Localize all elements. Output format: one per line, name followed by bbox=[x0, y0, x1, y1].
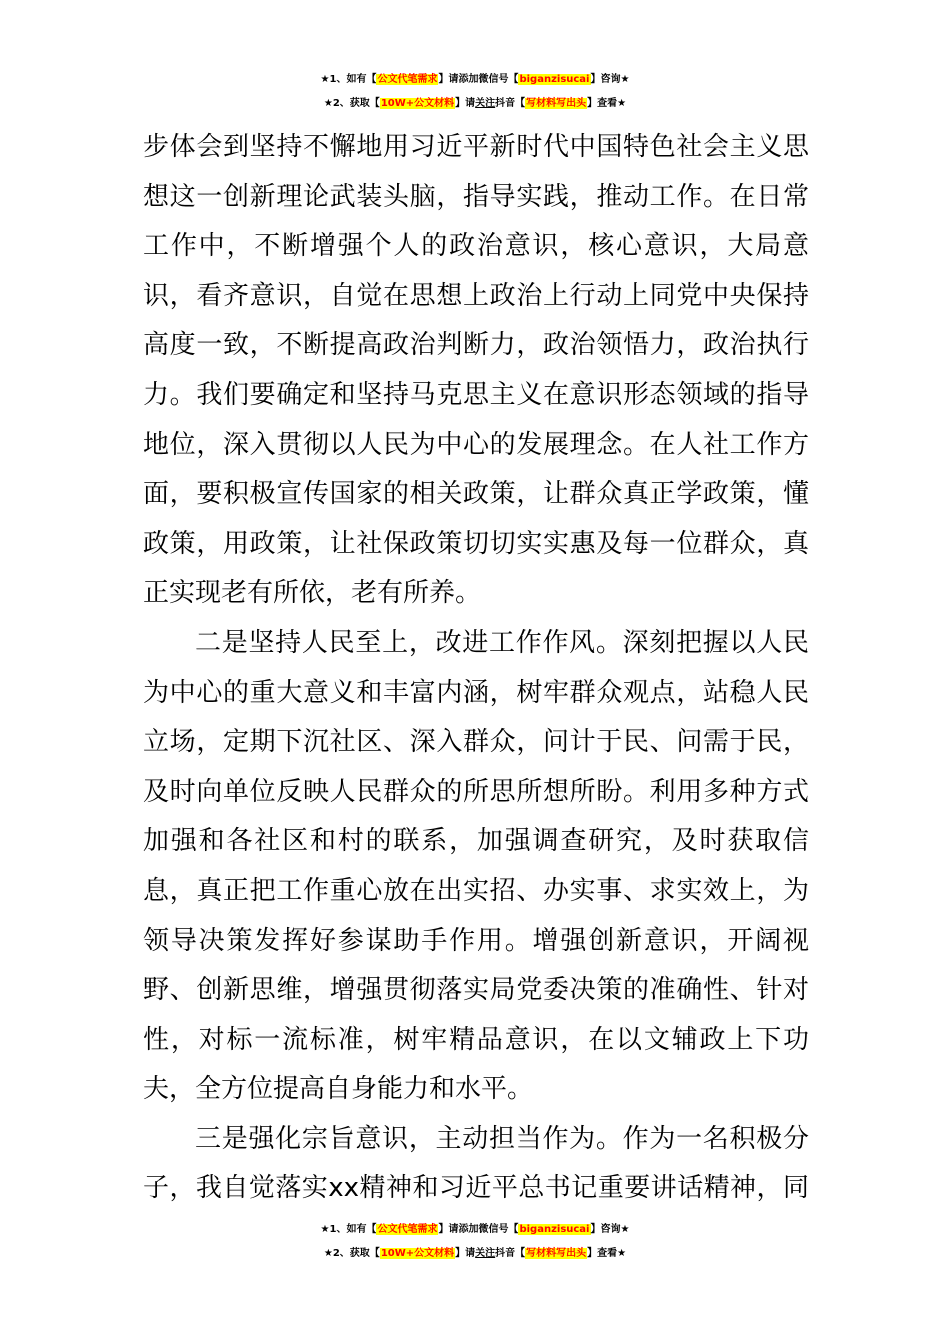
highlight-materials: 10W+公文材料 bbox=[380, 98, 455, 109]
text-line: 步体会到坚持不懈地用习近平新时代中国特色社会主义思 bbox=[143, 132, 809, 162]
banner-text: 抖音【 bbox=[495, 98, 526, 109]
text-line: 野、创新思维，增强贯彻落实局党委决策的准确性、针对 bbox=[143, 975, 809, 1006]
star-icon: ★ bbox=[320, 1224, 330, 1235]
banner-line-2 bbox=[0, 1242, 950, 1266]
highlight-wechat-id: biganzisucai bbox=[519, 1224, 590, 1235]
banner-emphasis: 关注 bbox=[475, 1248, 496, 1259]
highlight-service: 公文代笔需求 bbox=[377, 1224, 438, 1235]
highlight-materials: 10W+公文材料 bbox=[380, 1248, 455, 1259]
text-line: 政策，用政策，让社保政策切切实实惠及每一位群众，真 bbox=[143, 528, 809, 559]
star-icon: ★ bbox=[620, 74, 630, 85]
banner-line-1 bbox=[0, 1218, 950, 1242]
text-line: 识，看齐意识，自觉在思想上政治上行动上同党中央保持 bbox=[143, 280, 809, 311]
text-line: 想这一创新理论武装头脑，指导实践，推动工作。在日常 bbox=[143, 181, 809, 212]
text-line: 性，对标一流标准，树牢精品意识，在以文辅政上下功 bbox=[143, 1024, 809, 1055]
banner-text: 】咨询 bbox=[590, 74, 621, 85]
star-icon: ★ bbox=[617, 1248, 627, 1259]
paragraph-3 bbox=[143, 1115, 809, 1214]
banner-text: 】查看 bbox=[587, 98, 618, 109]
header-banner bbox=[0, 68, 950, 116]
text-line: 力。我们要确定和坚持马克思主义在意识形态领域的指导 bbox=[143, 379, 809, 410]
banner-text: 】请 bbox=[455, 1248, 476, 1259]
banner-text: 】请添加微信号【 bbox=[438, 1224, 519, 1235]
text-line: 息，真正把工作重心放在出实招、办实事、求实效上，为 bbox=[143, 875, 809, 906]
banner-text: 1、如有【 bbox=[329, 74, 377, 85]
banner-text: 抖音【 bbox=[495, 1248, 526, 1259]
text-line: 夫，全方位提高自身能力和水平。 bbox=[143, 1074, 534, 1105]
document-body bbox=[143, 123, 809, 1214]
star-icon: ★ bbox=[323, 1248, 333, 1259]
star-icon: ★ bbox=[620, 1224, 630, 1235]
banner-text: 】咨询 bbox=[590, 1224, 621, 1235]
highlight-wechat-id: biganzisucai bbox=[519, 74, 590, 85]
highlight-douyin: 写材料写出头 bbox=[526, 1248, 587, 1259]
banner-text: 2、获取【 bbox=[332, 98, 380, 109]
highlight-service: 公文代笔需求 bbox=[377, 74, 438, 85]
banner-text: 】查看 bbox=[587, 1248, 618, 1259]
text-line: 地位，深入贯彻以人民为中心的发展理念。在人社工作方 bbox=[143, 429, 809, 460]
text-line: 高度一致，不断提高政治判断力，政治领悟力，政治执行 bbox=[143, 330, 809, 361]
text-line: 正实现老有所依，老有所养。 bbox=[143, 578, 482, 609]
text-line: 面，要积极宣传国家的相关政策，让群众真正学政策，懂 bbox=[143, 479, 809, 510]
text-line: 加强和各社区和村的联系，加强调查研究，及时获取信 bbox=[143, 826, 809, 857]
text-line: 二是坚持人民至上，改进工作作风。深刻把握以人民 bbox=[195, 627, 809, 658]
banner-emphasis: 关注 bbox=[475, 98, 496, 109]
text-line: 领导决策发挥好参谋助手作用。增强创新意识，开阔视 bbox=[143, 925, 809, 956]
text-line: 为中心的重大意义和丰富内涵，树牢群众观点，站稳人民 bbox=[143, 677, 809, 708]
star-icon: ★ bbox=[320, 74, 330, 85]
text-line: 子，我自觉落实xx精神和习近平总书记重要讲话精神，同 bbox=[143, 1173, 809, 1204]
text-line: 立场，定期下沉社区、深入群众，问计于民、问需于民， bbox=[143, 727, 809, 758]
banner-line-1 bbox=[0, 68, 950, 92]
paragraph-2 bbox=[143, 619, 809, 1115]
banner-text: 1、如有【 bbox=[329, 1224, 377, 1235]
text-line: 三是强化宗旨意识，主动担当作为。作为一名积极分 bbox=[195, 1123, 809, 1154]
banner-text: 2、获取【 bbox=[332, 1248, 380, 1259]
banner-text: 】请添加微信号【 bbox=[438, 74, 519, 85]
banner-line-2 bbox=[0, 92, 950, 116]
highlight-douyin: 写材料写出头 bbox=[526, 98, 587, 109]
footer-banner bbox=[0, 1218, 950, 1266]
text-line: 及时向单位反映人民群众的所思所想所盼。利用多种方式 bbox=[143, 776, 809, 807]
banner-text: 】请 bbox=[455, 98, 476, 109]
star-icon: ★ bbox=[323, 98, 333, 109]
text-line: 工作中，不断增强个人的政治意识，核心意识，大局意 bbox=[143, 231, 809, 262]
star-icon: ★ bbox=[617, 98, 627, 109]
paragraph-1 bbox=[143, 123, 809, 619]
